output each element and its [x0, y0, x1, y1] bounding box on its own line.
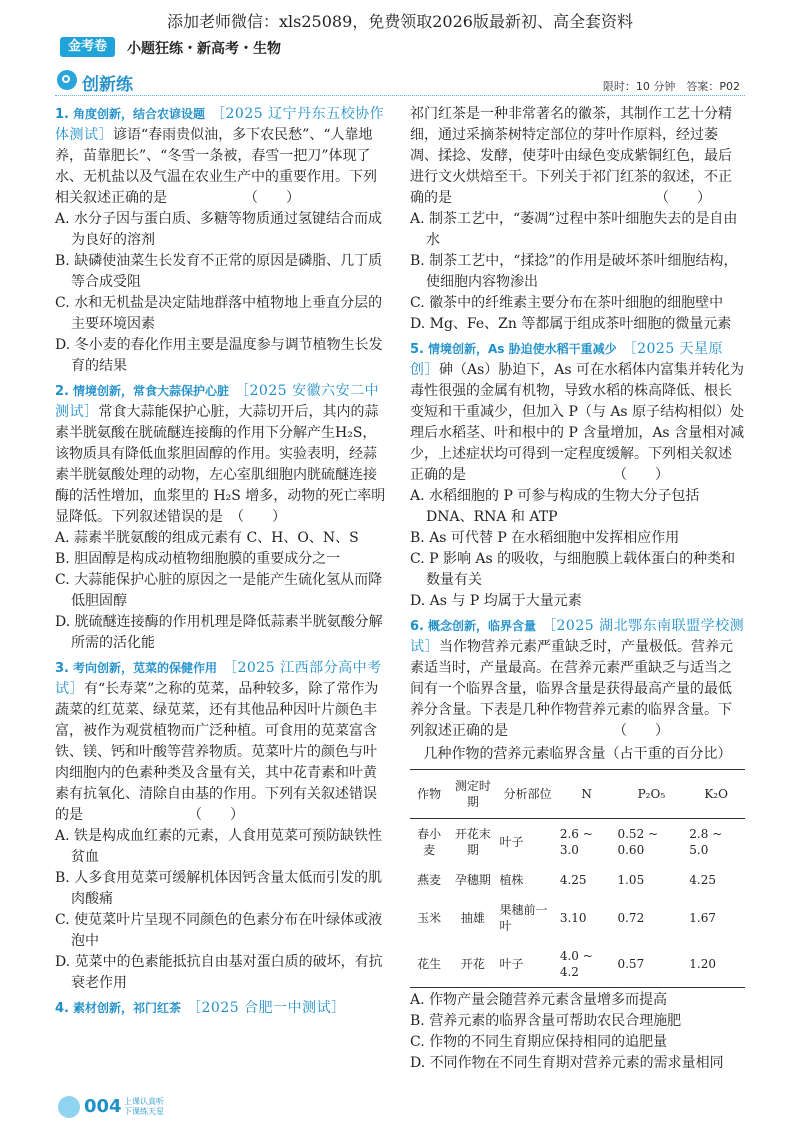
question-tag: 情境创新，常食大蒜保护心脏 — [72, 384, 229, 398]
question-stem — [55, 381, 390, 528]
question-tag: 概念创新，临界含量 — [427, 619, 536, 633]
question-number: 6. — [410, 619, 424, 634]
question-text: 当作物营养元素严重缺乏时，产量极低。营养元素适当时，产量最高。在营养元素严重缺乏与适当之间有一个临界含量，临界含量是获得最高产量的最低养分含量。下表是几种作物营养元素的临界含量。下列叙述正确的是 （ ） — [410, 639, 733, 739]
question-stem — [55, 658, 390, 826]
table-cell: 孕穗期 — [454, 873, 491, 887]
option-b: B. 营养元素的临界含量可帮助农民合理施肥 — [410, 1013, 682, 1029]
option-a: A. 作物产量会随营养元素含量增多而提高 — [410, 992, 668, 1008]
question-text: 常食大蒜能保护心脏，大蒜切开后，其内的蒜素半胱氨酸在胱硫醚连接酶的作用下分解产生H₂S，该物质具有降低血浆胆固醇的作用。实验表明，经蒜素半胱氨酸处理的动物，左心室肌细胞内胱硫醚连接酶的活性增加，血浆里的 H₂S 增多，动物的死亡率明显降低。下列叙述错误的是 （ ） — [55, 404, 386, 525]
table-cell: 叶子 — [499, 957, 524, 971]
question-text: 谚语“春雨贵似油，多下农民愁”、“人靠地养，苗靠肥长”、“冬雪一条被，春雪一把刀”体现了水、无机盐以及气温在农业生产中的重要作用。下列相关叙述正确的是 （ ） — [55, 127, 377, 206]
question-tag: 考向创新，苋菜的保健作用 — [72, 661, 217, 675]
section-title: 创新练 — [82, 75, 133, 95]
left-column — [55, 104, 390, 1023]
question-number: 3. — [55, 661, 69, 676]
option-d: D. As 与 P 均属于大量元素 — [410, 593, 582, 609]
option-d: D. 不同作物在不同生育期对营养元素的需求量相同 — [410, 1055, 724, 1071]
question-2 — [55, 381, 390, 654]
option-c: C. 水和无机盐是决定陆地群落中植物地上垂直分层的主要环境因素 — [55, 295, 383, 332]
table-cell: 1.20 — [689, 957, 717, 971]
question-source: ［2025 安徽六安二中测试］ — [55, 383, 380, 420]
question-number: 1. — [55, 107, 69, 122]
option-a: A. 水分子因与蛋白质、多糖等物质通过氢键结合而成为良好的溶剂 — [55, 211, 383, 248]
question-source: ［2025 合肥一中测试］ — [187, 1000, 346, 1016]
table-cell: 4.25 — [689, 873, 717, 887]
question-text: 祁门红茶是一种非常著名的徽茶，其制作工艺十分精细，通过采摘茶树特定部位的芽叶作原料，经过萎凋、揉捻、发酵，使芽叶由绿色变成紫铜红色，最后进行文火烘焙至干。下列关于祁门红茶的叙述，不正确的是 （ ） — [410, 106, 732, 206]
question-source: ［2025 江西部分高中考试］ — [55, 660, 382, 697]
table-header-row — [410, 770, 745, 819]
page-number: 004 — [84, 1096, 122, 1117]
header-subtitle: 小题狂练・新高考・生物 — [127, 41, 281, 57]
table-cell: 0.57 — [617, 957, 645, 971]
table-cell: 1.67 — [689, 911, 717, 925]
table-row — [410, 819, 745, 866]
table-cell: 植株 — [499, 873, 524, 887]
footer-note: 上课认真听 下课练天星 — [124, 1097, 164, 1116]
option-c: C. P 影响 As 的吸收，与细胞膜上载体蛋白的种类和数量有关 — [410, 551, 736, 588]
question-stem — [55, 104, 390, 209]
option-a: A. 水稻细胞的 P 可参与构成的生物大分子包括 DNA、RNA 和 ATP — [410, 488, 700, 525]
option-a: A. 制茶工艺中，“萎凋”过程中茶叶细胞失去的是自由水 — [410, 211, 738, 248]
table-cell: 开花 — [460, 957, 485, 971]
option-a: A. 蒜素半胱氨酸的组成元素有 C、H、O、N、S — [55, 530, 359, 546]
question-stem — [410, 616, 745, 742]
table-header: N — [558, 770, 616, 819]
option-c: C. 作物的不同生育期应保持相同的追肥量 — [410, 1034, 668, 1050]
option-c: C. 徽茶中的纤维素主要分布在茶叶细胞的细胞壁中 — [410, 295, 724, 311]
question-source: ［2025 辽宁丹东五校协作体测试］ — [55, 106, 385, 143]
table-cell: 玉米 — [417, 911, 442, 925]
table-row — [410, 895, 745, 941]
option-c: C. 使苋菜叶片呈现不同颜色的色素分布在叶绿体或液泡中 — [55, 912, 383, 949]
table-cell: 春小麦 — [417, 827, 442, 857]
question-tag: 情境创新，As 胁迫使水稻干重减少 — [427, 342, 617, 356]
table-cell: 2.6 ~ 3.0 — [559, 827, 593, 857]
question-1 — [55, 104, 390, 377]
question-4 — [410, 104, 745, 335]
table-cell: 2.8 ~ 5.0 — [689, 827, 723, 857]
question-text: 有“长寿菜”之称的苋菜，品种较多，除了常作为蔬菜的红苋菜、绿苋菜，还有其他品种因叶片颜色丰富，被作为观赏植物而广泛种植。可食用的苋菜富含铁、镁、钙和叶酸等营养物质。苋菜叶片的颜色与叶肉细胞内的色素种类及含量有关，其中花青素和叶黄素有抗氧化、清除自由基的作用。下列有关叙述错误的是 （ ） — [55, 681, 379, 823]
section-meta: 限时：10 分钟 答案：P02 — [602, 80, 740, 93]
question-5 — [410, 339, 745, 612]
question-3 — [55, 658, 390, 994]
option-b: B. 制茶工艺中，“揉捻”的作用是破坏茶叶细胞结构，使细胞内容物渗出 — [410, 253, 738, 290]
table-cell: 燕麦 — [417, 873, 442, 887]
right-column — [410, 104, 745, 1078]
table-row — [410, 941, 745, 988]
table-cell: 4.25 — [559, 873, 587, 887]
table-cell: 抽雄 — [460, 911, 485, 925]
nutrient-table — [410, 769, 745, 988]
option-d: D. 苋菜中的色素能抵抗自由基对蛋白质的破坏，有抗衰老作用 — [55, 954, 383, 991]
question-source: ［2025 湖北鄂东南联盟学校测试］ — [410, 618, 745, 655]
question-number: 4. — [55, 1001, 69, 1016]
table-header: 测定时期 — [448, 770, 497, 819]
table-header: 分析部位 — [497, 770, 557, 819]
table-cell: 果穗前一叶 — [499, 903, 548, 933]
question-stem — [410, 339, 745, 486]
option-d: D. Mg、Fe、Zn 等都属于组成茶叶细胞的微量元素 — [410, 316, 732, 332]
question-number: 2. — [55, 384, 69, 399]
table-cell: 花生 — [417, 957, 442, 971]
mascot-icon — [58, 1096, 80, 1118]
section-divider — [55, 95, 745, 96]
option-b: B. 缺磷使油菜生长发育不正常的原因是磷脂、几丁质等合成受阻 — [55, 253, 383, 290]
question-6 — [410, 616, 745, 1074]
question-number: 5. — [410, 342, 424, 357]
table-cell: 开花末期 — [454, 827, 491, 857]
option-a: A. 铁是构成血红素的元素，人食用苋菜可预防缺铁性贫血 — [55, 828, 383, 865]
option-b: B. 人多食用苋菜可缓解机体因钙含量太低而引发的肌肉酸痛 — [55, 870, 383, 907]
table-header: 作物 — [410, 770, 448, 819]
option-b: B. 胆固醇是构成动植物细胞膜的重要成分之一 — [55, 551, 341, 567]
table-cell: 0.52 ~ 0.60 — [617, 827, 659, 857]
table-cell: 4.0 ~ 4.2 — [559, 949, 593, 979]
table-header: P₂O₅ — [615, 770, 687, 819]
option-c: C. 大蒜能保护心脏的原因之一是能产生硫化氢从而降低胆固醇 — [55, 572, 383, 609]
section-icon — [57, 70, 77, 90]
question-4-start — [55, 998, 390, 1019]
question-tag: 角度创新，结合农谚设题 — [72, 107, 205, 121]
question-source: ［2025 天星原创］ — [410, 341, 724, 378]
table-cell: 3.10 — [559, 911, 587, 925]
table-row — [410, 865, 745, 895]
option-b: B. As 可代替 P 在水稻细胞中发挥相应作用 — [410, 530, 680, 546]
table-cell: 1.05 — [617, 873, 645, 887]
option-d: D. 冬小麦的春化作用主要是温度参与调节植物生长发育的结果 — [55, 337, 383, 374]
option-d: D. 胱硫醚连接酶的作用机理是降低蒜素半胱氨酸分解所需的活化能 — [55, 614, 383, 651]
top-watermark: 添加老师微信：xls25089，免费领取2026版最新初、高全套资料 — [167, 12, 633, 31]
question-text: 砷（As）胁迫下，As 可在水稻体内富集并转化为毒性很强的金属有机物，导致水稻的株高降低、根长变短和干重减少，但加入 P（与 As 原子结构相似）处理后水稻茎、叶和根中的 P 含量增加，As 含量相对减少，上述症状均可得到一定程度缓解。下列相关叙述正确的是 （ ） — [410, 362, 745, 483]
table-title: 几种作物的营养元素临界含量（占干重的百分比） — [423, 746, 732, 762]
table-cell: 叶子 — [499, 835, 524, 849]
brand-badge: 金考卷 — [60, 37, 115, 57]
table-header: K₂O — [687, 770, 745, 819]
table-cell: 0.72 — [617, 911, 645, 925]
question-tag: 素材创新，祁门红茶 — [72, 1001, 181, 1015]
question-stem — [55, 998, 390, 1019]
